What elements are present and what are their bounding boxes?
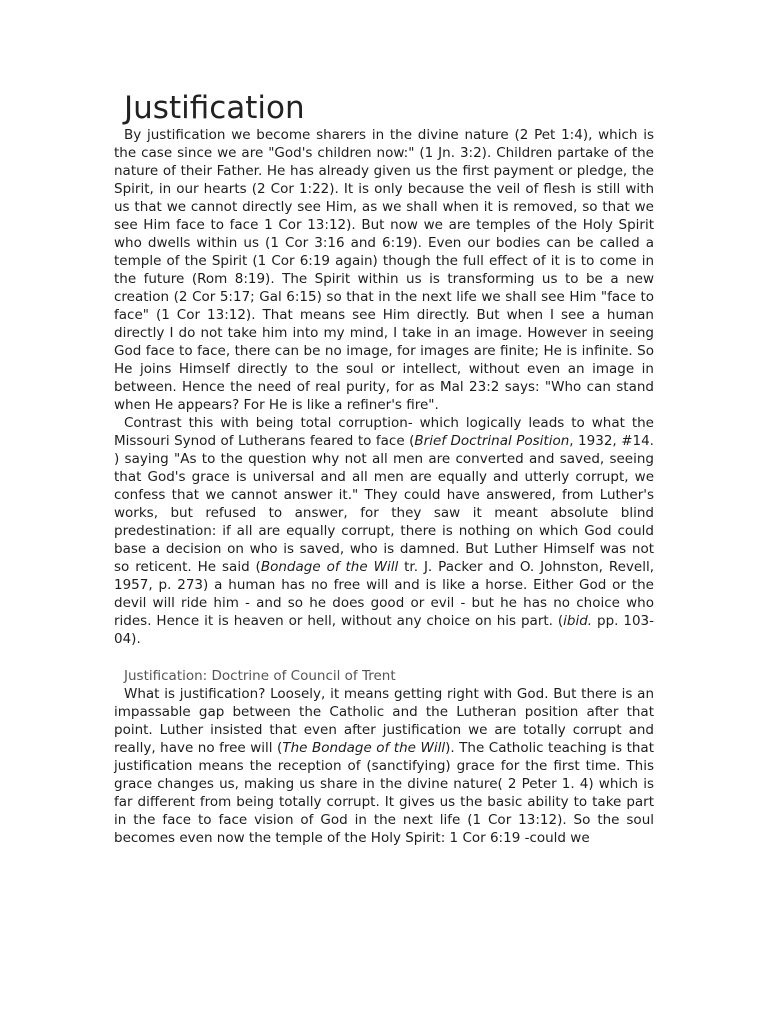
paragraph-2 <box>114 414 654 648</box>
paragraph-2-text-3: tr. J. Packer and O. Johnston, Revell, 1957, p. 273) a human has no free will and is like a horse. Either God or the devil will ride him - and so he does good or evil - but he has no choice who rides. Hence it is heaven or hell, without any choice on his part. ( <box>114 559 655 629</box>
paragraph-2-text-2: , 1932, #14. ) saying "As to the question why not all men are converted and saved, seeing that God's grace is universal and all men are equally and utterly corrupt, we confess that we cannot answer it." They could have answered, from Luther's works, but refused to answer, for they saw it meant absolute blind predestination: if all are equally corrupt, there is nothing on which God could base a decision on who is saved, who is damned. But Luther Himself was not so reticent. He said ( <box>114 433 654 575</box>
paragraph-2-text-4: pp. 103-04). <box>114 613 654 647</box>
page-title: Justification <box>124 90 305 126</box>
paragraph-1: By justification we become sharers in the divine nature (2 Pet 1:4), which is the case since we are "God's children now:" (1 Jn. 3:2). Children partake of the nature of their Father. He has already given us the first payment or pledge, the Spirit, in our hearts (2 Cor 1:22). It is only because the veil of flesh is still with us that we cannot directly see Him, as we shall when it is removed, so that we see Him face to face 1 Cor 13:12). But now we are temples of the Holy Spirit who dwells within us (1 Cor 3:16 and 6:19). Even our bodies can be called a temple of the Spirit (1 Cor 6:19 again) though the full effect of it is to come in the future (Rom 8:19). The Spirit within us is transforming us to be a new creation (2 Cor 5:17; Gal 6:15) so that in the next life we shall see Him "face to face" (1 Cor 13:12). That means see Him directly. But when I see a human directly I do not take him into my mind, I take in an image. However in seeing God face to face, there can be no image, for images are finite; He is infinite. So He joins Himself directly to the soul or intellect, without even an image in between. Hence the need of real purity, for as Mal 23:2 says: "Who can stand when He appears? For He is like a refiner's fire". <box>114 127 654 413</box>
paragraph-3-text-1: What is justification? Loosely, it means getting right with God. But there is an impassable gap between the Catholic and the Lutheran position after that point. Luther insisted that even after justification we are totally corrupt and really, have no free will ( <box>114 686 654 756</box>
citation-brief-doctrinal-position: Brief Doctrinal Position <box>414 433 570 449</box>
paragraph-3 <box>114 685 654 847</box>
citation-bondage-of-the-will: Bondage of the Will <box>260 559 399 575</box>
paragraph-3-text-2: ). The Catholic teaching is that justification means the reception of (sanctifying) grace for the first time. This grace changes us, making us share in the divine nature( 2 Peter 1. 4) which is far different from being totally corrupt. It gives us the basic ability to take part in the face to face vision of God in the next life (1 Cor 13:12). So the soul becomes even now the temple of the Holy Spirit: 1 Cor 6:19 -could we <box>114 740 654 846</box>
citation-ibid: ibid. <box>563 613 593 629</box>
paragraph-2-text-1: Contrast this with being total corruption- which logically leads to what the Missouri Synod of Lutherans feared to face ( <box>114 415 654 449</box>
section-subheading: Justification: Doctrine of Council of Trent <box>124 668 396 684</box>
citation-the-bondage-of-the-will: The Bondage of the Will <box>282 740 446 756</box>
document-body <box>114 126 654 847</box>
